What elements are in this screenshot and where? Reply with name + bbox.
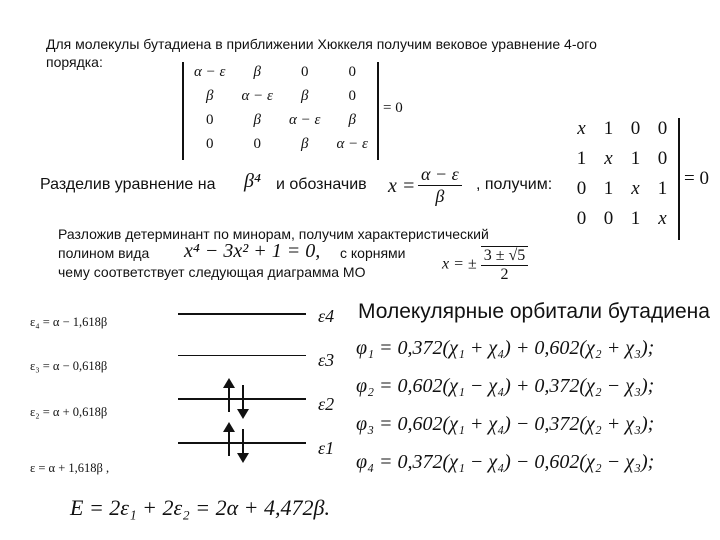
roots-formula (442, 246, 528, 284)
det2-cell: 1 (630, 208, 641, 229)
det1-cell: 0 (206, 112, 214, 128)
energy-level-4 (178, 313, 306, 315)
divide-text-c: , получим: (476, 176, 553, 193)
electron-up-arrow (228, 430, 230, 456)
det2-cell: 1 (630, 148, 641, 169)
det2-cell: 0 (657, 118, 668, 139)
divide-beta4: β⁴ (244, 170, 261, 192)
det1-cell: 0 (301, 64, 309, 80)
det1-right-bar (377, 62, 379, 160)
divide-denominator: β (435, 186, 445, 206)
det1-cell: β (253, 64, 261, 80)
det2-cell: 1 (603, 118, 614, 139)
eps-label-3: ε3 (318, 350, 335, 370)
det2-cell: x (631, 178, 640, 199)
det1-cell: 0 (348, 64, 356, 80)
divide-numerator: α − ε (418, 164, 462, 186)
expand-line-3: чему соответствует следующая диаграмма МО (58, 264, 366, 280)
total-energy: E = 2ε₁ + 2ε₂ = 2α + 4,472β. (70, 495, 330, 520)
det2-cell: x (604, 148, 613, 169)
det1-cell: α − ε (336, 136, 368, 152)
electron-down-arrow (242, 385, 244, 411)
expand-line-1: Разложив детерминант по минорам, получим характеристический (58, 226, 489, 242)
det2-cell: x (658, 208, 667, 229)
eps-label-1: ε1 (318, 438, 335, 458)
det2-cell: 1 (657, 178, 668, 199)
roots-numerator: 3 ± √5 (481, 247, 529, 266)
det1-left-bar (182, 62, 184, 160)
det1-cell: α − ε (194, 64, 226, 80)
det1-cell: α − ε (241, 88, 273, 104)
characteristic-polynomial: x⁴ − 3x² + 1 = 0, (184, 240, 321, 262)
det1-cell: β (301, 88, 309, 104)
det1-cell: β (301, 136, 309, 152)
divide-text-a: Разделив уравнение на (40, 176, 216, 193)
det2-cell: 1 (603, 178, 614, 199)
energy-level-3 (178, 355, 306, 356)
mo-phi-1: φ₁ = 0,372(χ₁ + χ₄) + 0,602(χ₂ + χ₃); (356, 337, 655, 359)
det1-grid (186, 64, 376, 160)
det1-cell: β (206, 88, 214, 104)
mo-phi-3: φ₃ = 0,602(χ₁ + χ₄) − 0,372(χ₂ + χ₃); (356, 413, 655, 435)
divide-fraction (418, 164, 462, 207)
det1-cell: 0 (253, 136, 261, 152)
det1-cell: β (348, 112, 356, 128)
det2-cell: 0 (657, 148, 668, 169)
det1-cell: 0 (348, 88, 356, 104)
det1-cell: 0 (206, 136, 214, 152)
det2-cell: 0 (630, 118, 641, 139)
roots-lhs: x = ± (442, 255, 477, 273)
level-label-3: ε₃ = α − 0,618β (30, 359, 108, 373)
expand-line-2b: с корнями (340, 245, 406, 261)
intro-line-2: порядка: (46, 54, 103, 70)
level-label-1: ε = α + 1,618β , (30, 461, 110, 475)
roots-denominator: 2 (500, 266, 509, 283)
mo-phi-4: φ₄ = 0,372(χ₁ − χ₄) − 0,602(χ₂ − χ₃); (356, 451, 655, 473)
eps-label-2: ε2 (318, 394, 335, 414)
intro-line-1: Для молекулы бутадиена в приближении Хюккеля получим вековое уравнение 4-ого (46, 36, 597, 52)
det1-cell: β (253, 112, 261, 128)
det2-cell: 1 (576, 148, 587, 169)
det2-rhs: = 0 (684, 168, 709, 189)
electron-down-arrow (242, 429, 244, 455)
divide-x-eq: x = (388, 175, 416, 197)
mo-phi-2: φ₂ = 0,602(χ₁ − χ₄) + 0,372(χ₂ − χ₃); (356, 375, 655, 397)
det2-cell: 0 (603, 208, 614, 229)
det2-cell: x (577, 118, 586, 139)
eps-label-4: ε4 (318, 306, 335, 326)
expand-line-2a: полином вида (58, 245, 150, 261)
det2-cell: 0 (576, 208, 587, 229)
det2-right-bar (678, 118, 680, 240)
det2-grid (568, 118, 676, 238)
det1-cell: α − ε (289, 112, 321, 128)
level-label-2: ε₂ = α + 0,618β (30, 405, 108, 419)
det2-cell: 0 (576, 178, 587, 199)
det1-rhs: = 0 (383, 100, 403, 116)
mo-title: Молекулярные орбитали бутадиена (358, 300, 710, 323)
divide-text-b: и обозначив (276, 176, 367, 193)
level-label-4: ε₄ = α − 1,618β (30, 315, 108, 329)
electron-up-arrow (228, 386, 230, 412)
